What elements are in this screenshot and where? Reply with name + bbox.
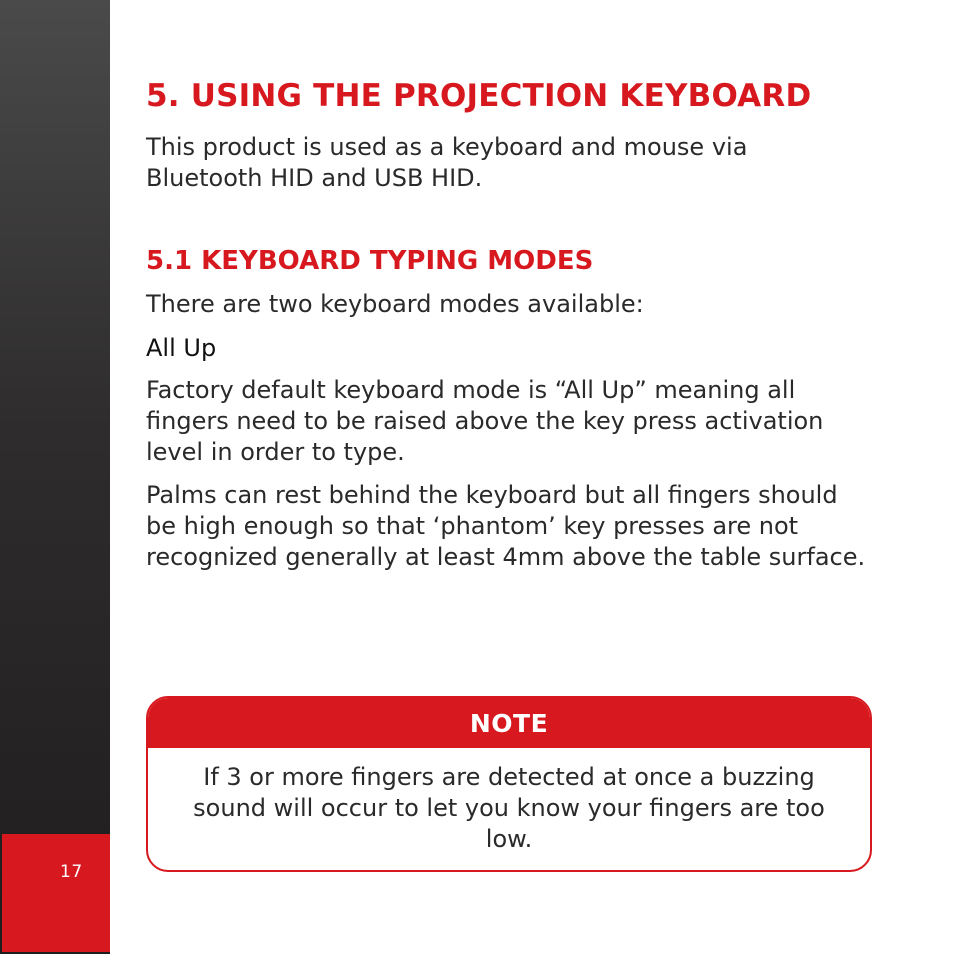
subsection-lead: There are two keyboard modes available: <box>146 290 644 318</box>
page-number-tab <box>2 834 110 952</box>
section-intro: This product is used as a keyboard and mouse via Bluetooth HID and USB HID. <box>146 133 748 192</box>
sidebar <box>0 0 110 954</box>
palm-rest-description: Palms can rest behind the keyboard but all fingers should be high enough so that ‘phantom’ key presses are not recognized generally at least 4mm above the table surface. <box>146 481 866 571</box>
page-number: 17 <box>60 862 83 882</box>
note-text: If 3 or more fingers are detected at once a buzzing sound will occur to let you know your fingers are too low. <box>193 763 825 853</box>
note-header <box>148 698 870 748</box>
mode-description: Factory default keyboard mode is “All Up” meaning all fingers need to be raised above the key press activation level in order to type. <box>146 376 824 466</box>
note-box <box>146 696 872 872</box>
mode-title: All Up <box>146 334 217 362</box>
note-title: NOTE <box>469 708 549 738</box>
section-title: 5. USING THE PROJECTION KEYBOARD <box>146 78 812 114</box>
subsection-title: 5.1 KEYBOARD TYPING MODES <box>146 246 594 276</box>
